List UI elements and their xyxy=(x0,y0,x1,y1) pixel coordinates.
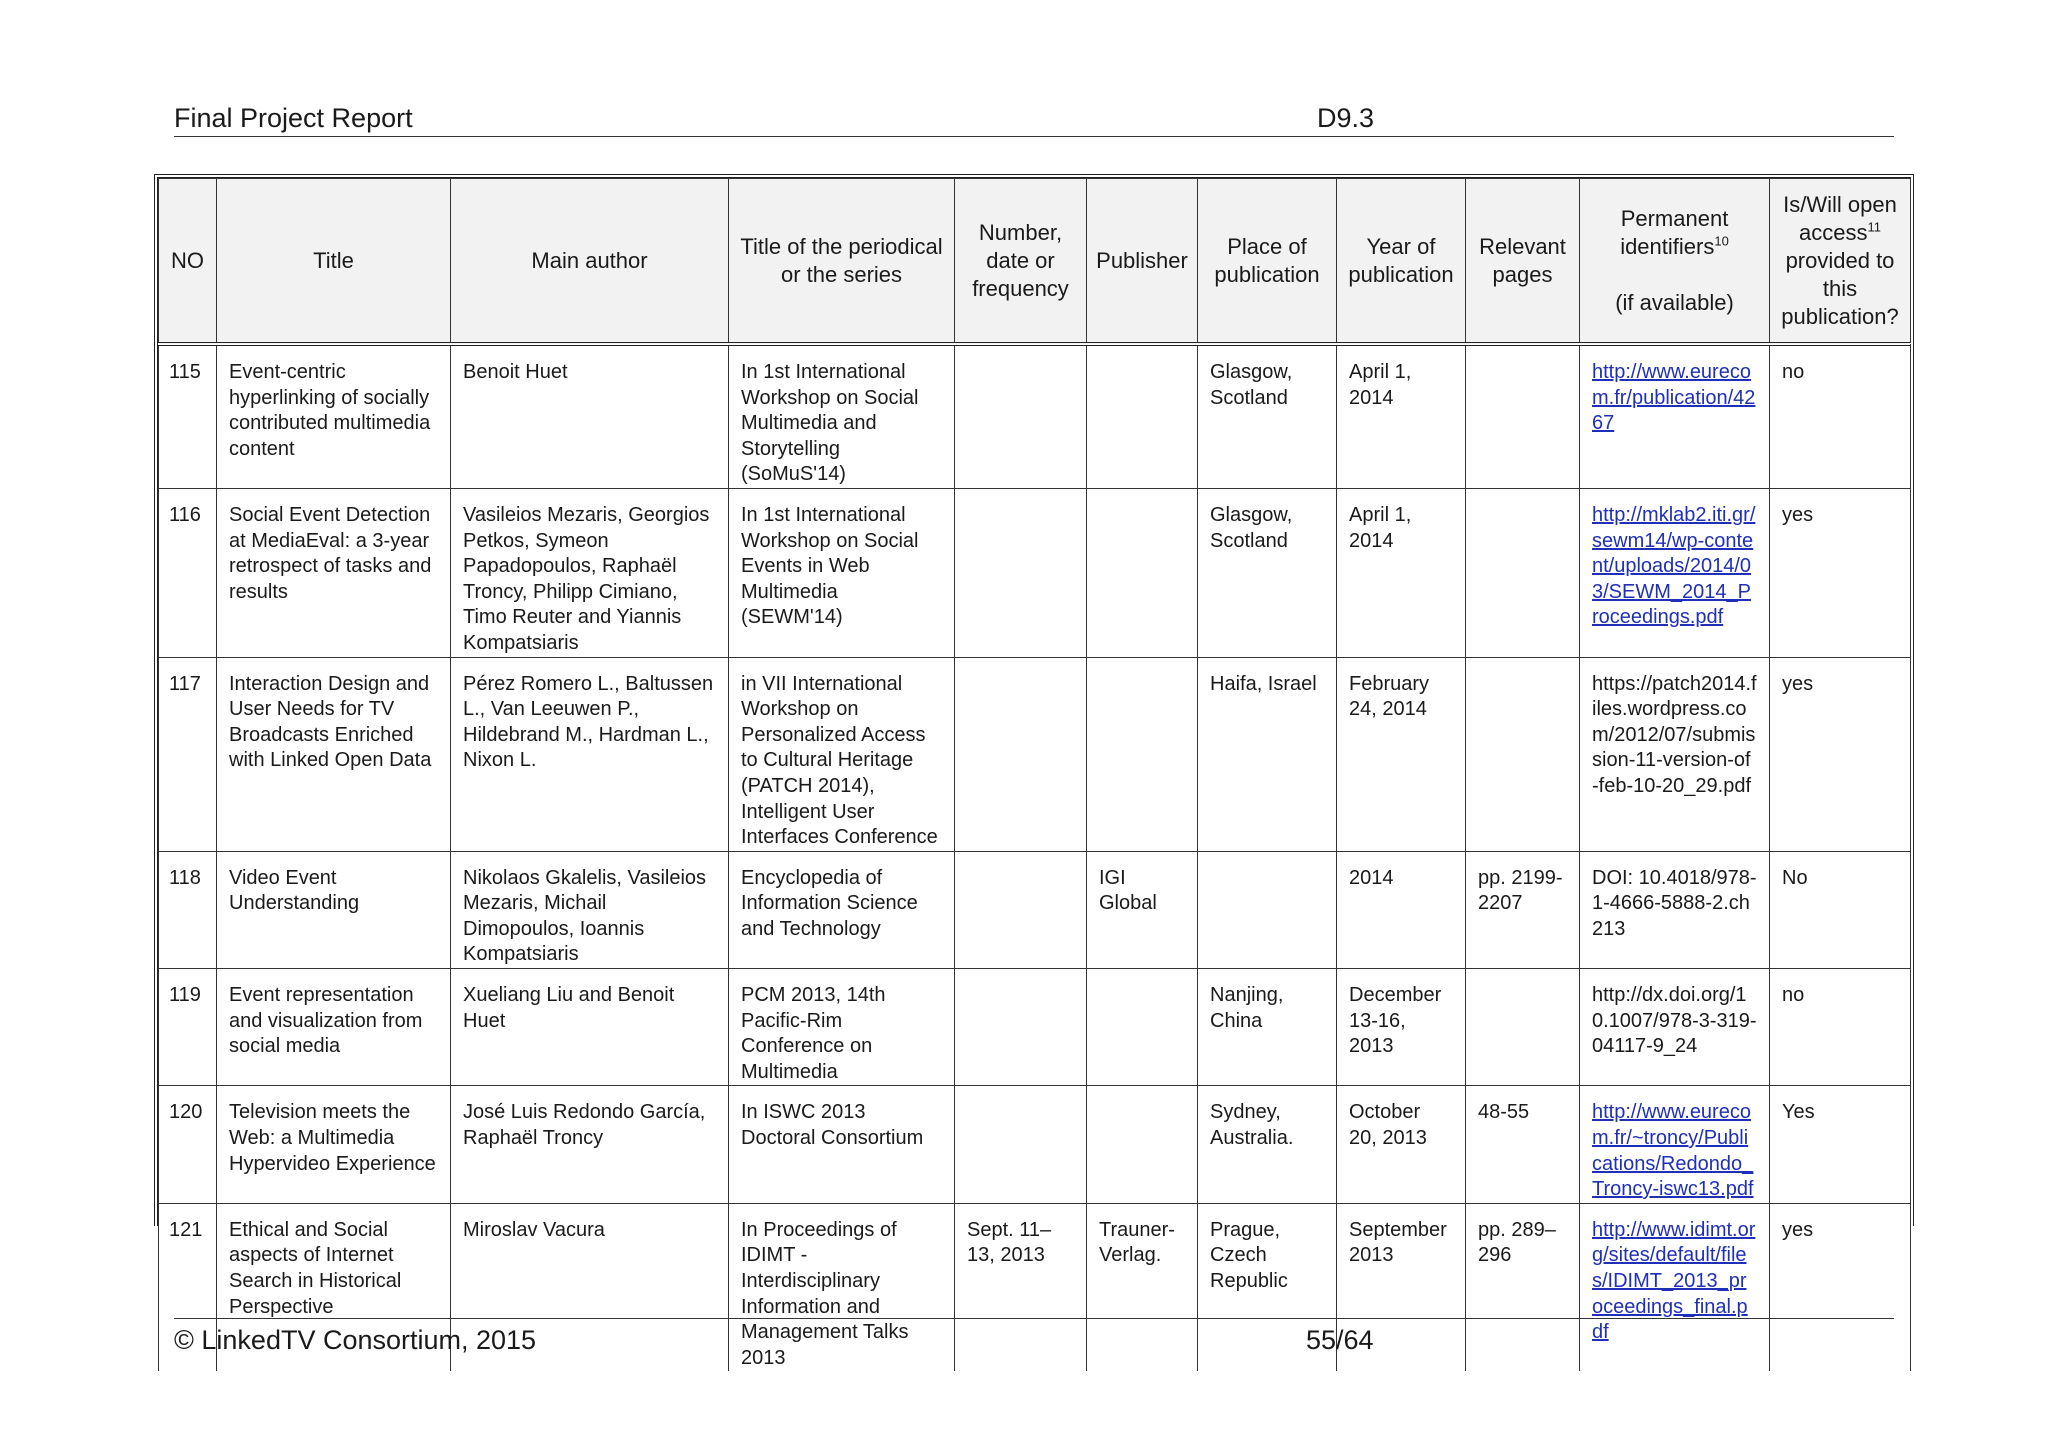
identifier-link[interactable]: http://www.eurecom.fr/publication/4267 xyxy=(1592,361,1756,435)
cell-periodical: in VII International Workshop on Personalized Access to Cultural Heritage (PATCH 2014), Intelligent User Interfaces Conference xyxy=(729,657,955,851)
table-row xyxy=(159,488,1911,657)
cell-no: 121 xyxy=(159,1203,217,1371)
page-header xyxy=(174,100,1894,137)
cell-identifier xyxy=(1580,657,1770,851)
cell-periodical: PCM 2013, 14th Pacific-Rim Conference on Multimedia xyxy=(729,969,955,1086)
cell-no: 120 xyxy=(159,1086,217,1203)
cell-title: Video Event Understanding xyxy=(217,851,451,968)
cell-open-access: yes xyxy=(1770,488,1911,657)
cell-year: December 13-16, 2013 xyxy=(1337,969,1466,1086)
col-publisher: Publisher xyxy=(1087,179,1198,345)
cell-publisher xyxy=(1087,657,1198,851)
cell-periodical: In 1st International Workshop on Social Events in Web Multimedia (SEWM'14) xyxy=(729,488,955,657)
cell-pages xyxy=(1466,488,1580,657)
cell-year: February 24, 2014 xyxy=(1337,657,1466,851)
cell-author: Benoit Huet xyxy=(451,344,729,488)
cell-pages: pp. 2199-2207 xyxy=(1466,851,1580,968)
cell-open-access: No xyxy=(1770,851,1911,968)
cell-title: Event-centric hyperlinking of socially contributed multimedia content xyxy=(217,344,451,488)
cell-author: Miroslav Vacura xyxy=(451,1203,729,1371)
cell-publisher: Trauner-Verlag. xyxy=(1087,1203,1198,1371)
col-title: Title xyxy=(217,179,451,345)
cell-title: Interaction Design and User Needs for TV Broadcasts Enriched with Linked Open Data xyxy=(217,657,451,851)
cell-year: 2014 xyxy=(1337,851,1466,968)
report-title: Final Project Report xyxy=(174,103,413,133)
cell-identifier xyxy=(1580,969,1770,1086)
cell-author: Nikolaos Gkalelis, Vasileios Mezaris, Michail Dimopoulos, Ioannis Kompatsiaris xyxy=(451,851,729,968)
cell-author: Pérez Romero L., Baltussen L., Van Leeuwen P., Hildebrand M., Hardman L., Nixon L. xyxy=(451,657,729,851)
cell-open-access: yes xyxy=(1770,1203,1911,1371)
cell-number xyxy=(955,344,1087,488)
cell-identifier xyxy=(1580,344,1770,488)
cell-pages: 48-55 xyxy=(1466,1086,1580,1203)
cell-title: Television meets the Web: a Multimedia Hypervideo Experience xyxy=(217,1086,451,1203)
col-periodical: Title of the periodical or the series xyxy=(729,179,955,345)
cell-place: Haifa, Israel xyxy=(1198,657,1337,851)
cell-place: Glasgow, Scotland xyxy=(1198,344,1337,488)
cell-author: Vasileios Mezaris, Georgios Petkos, Symeon Papadopoulos, Raphaël Troncy, Philipp Cimiano, Timo Reuter and Yiannis Kompatsiaris xyxy=(451,488,729,657)
cell-number xyxy=(955,488,1087,657)
cell-number xyxy=(955,657,1087,851)
cell-title: Event representation and visualization from social media xyxy=(217,969,451,1086)
cell-no: 116 xyxy=(159,488,217,657)
cell-pages xyxy=(1466,969,1580,1086)
cell-year: October 20, 2013 xyxy=(1337,1086,1466,1203)
cell-periodical: In ISWC 2013 Doctoral Consortium xyxy=(729,1086,955,1203)
identifier-link[interactable]: http://www.eurecom.fr/~troncy/Publications/Redondo_Troncy-iswc13.pdf xyxy=(1592,1101,1754,1201)
cell-identifier xyxy=(1580,1086,1770,1203)
table-row xyxy=(159,657,1911,851)
cell-title: Ethical and Social aspects of Internet Search in Historical Perspective xyxy=(217,1203,451,1371)
table-row xyxy=(159,969,1911,1086)
identifier-link[interactable]: http://mklab2.iti.gr/sewm14/wp-content/uploads/2014/03/SEWM_2014_Proceedings.pdf xyxy=(1592,503,1756,629)
col-year: Year of publication xyxy=(1337,179,1466,345)
cell-no: 119 xyxy=(159,969,217,1086)
cell-no: 117 xyxy=(159,657,217,851)
cell-author: José Luis Redondo García, Raphaël Troncy xyxy=(451,1086,729,1203)
cell-open-access: no xyxy=(1770,344,1911,488)
col-place: Place of publication xyxy=(1198,179,1337,345)
cell-author: Xueliang Liu and Benoit Huet xyxy=(451,969,729,1086)
cell-identifier xyxy=(1580,851,1770,968)
cell-identifier xyxy=(1580,488,1770,657)
cell-place: Glasgow, Scotland xyxy=(1198,488,1337,657)
cell-periodical: In 1st International Workshop on Social Multimedia and Storytelling (SoMuS'14) xyxy=(729,344,955,488)
col-open-access: Is/Will open access$^{11}$ provided to this publication? xyxy=(1770,179,1911,345)
cell-no: 115 xyxy=(159,344,217,488)
cell-periodical: Encyclopedia of Information Science and Technology xyxy=(729,851,955,968)
cell-place: Nanjing, China xyxy=(1198,969,1337,1086)
cell-number: Sept. 11–13, 2013 xyxy=(955,1203,1087,1371)
publications-table xyxy=(158,178,1911,1371)
cell-pages xyxy=(1466,344,1580,488)
cell-open-access: yes xyxy=(1770,657,1911,851)
table-row xyxy=(159,344,1911,488)
col-number: Number, date or frequency xyxy=(955,179,1087,345)
deliverable-id: D9.3 xyxy=(1317,103,1375,133)
page-footer xyxy=(174,1318,1894,1359)
col-pages: Relevant pages xyxy=(1466,179,1580,345)
cell-no: 118 xyxy=(159,851,217,968)
cell-open-access: no xyxy=(1770,969,1911,1086)
cell-open-access: Yes xyxy=(1770,1086,1911,1203)
cell-place: Sydney, Australia. xyxy=(1198,1086,1337,1203)
cell-year: April 1, 2014 xyxy=(1337,488,1466,657)
cell-publisher: IGI Global xyxy=(1087,851,1198,968)
page-number: 55/64 xyxy=(1306,1325,1374,1355)
cell-number xyxy=(955,969,1087,1086)
col-main-author: Main author xyxy=(451,179,729,345)
cell-number xyxy=(955,851,1087,968)
identifier-text: http://dx.doi.org/10.1007/978-3-319-04117-9_24 xyxy=(1592,984,1757,1058)
cell-place xyxy=(1198,851,1337,968)
identifier-text: https://patch2014.files.wordpress.com/2012/07/submission-11-version-of-feb-10-20_29.pdf xyxy=(1592,672,1757,797)
cell-year: September 2013 xyxy=(1337,1203,1466,1371)
cell-publisher xyxy=(1087,344,1198,488)
col-permanent-identifiers: Permanent identifiers$^{10}$ (if available) xyxy=(1580,179,1770,345)
table-row xyxy=(159,851,1911,968)
copyright: © LinkedTV Consortium, 2015 xyxy=(174,1325,537,1355)
cell-place: Prague, Czech Republic xyxy=(1198,1203,1337,1371)
identifier-link[interactable]: http://www.idimt.org/sites/default/files/IDIMT_2013_proceedings_final.pdf xyxy=(1592,1218,1756,1344)
cell-publisher xyxy=(1087,969,1198,1086)
identifier-text: DOI: 10.4018/978-1-4666-5888-2.ch213 xyxy=(1592,866,1757,940)
table-row xyxy=(159,1086,1911,1203)
cell-number xyxy=(955,1086,1087,1203)
table-header-row xyxy=(159,179,1911,345)
col-no: NO xyxy=(159,179,217,345)
cell-title: Social Event Detection at MediaEval: a 3-year retrospect of tasks and results xyxy=(217,488,451,657)
cell-publisher xyxy=(1087,1086,1198,1203)
cell-pages xyxy=(1466,657,1580,851)
cell-pages: pp. 289–296 xyxy=(1466,1203,1580,1371)
cell-publisher xyxy=(1087,488,1198,657)
cell-year: April 1, 2014 xyxy=(1337,344,1466,488)
cell-periodical: In Proceedings of IDIMT - Interdisciplinary Information and Management Talks 2013 xyxy=(729,1203,955,1371)
